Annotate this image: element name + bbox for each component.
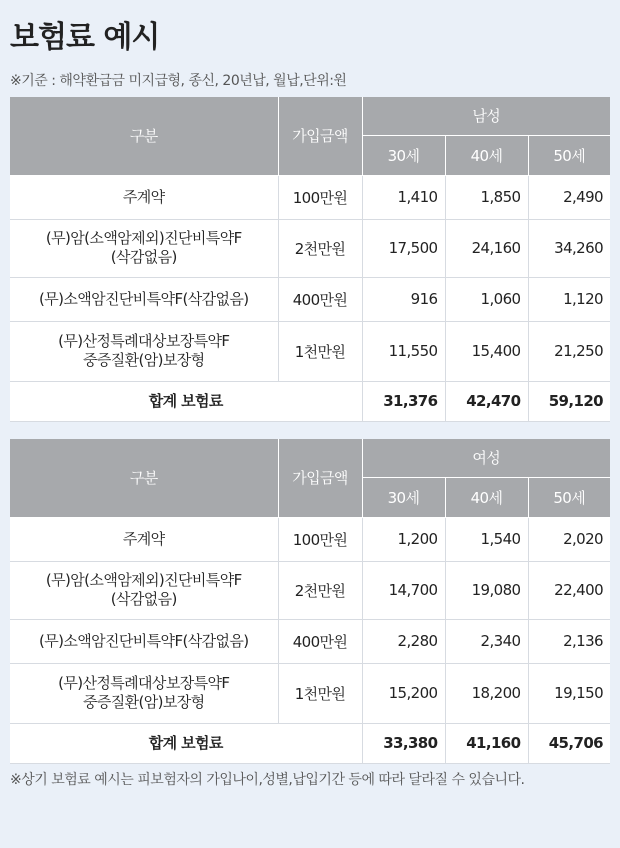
row-amount: 400만원 [278, 619, 362, 663]
row-value-40: 15,400 [445, 321, 528, 381]
header-age-40: 40세 [445, 135, 528, 175]
row-name [10, 277, 278, 321]
row-value-30: 1,200 [362, 517, 445, 561]
table-row [10, 321, 610, 381]
header-age-50: 50세 [528, 135, 610, 175]
table-row [10, 219, 610, 277]
row-name-line1: (무)암(소액암제외)진단비특약F [45, 571, 242, 589]
total-value-50: 45,706 [528, 723, 610, 763]
header-category: 구분 [10, 439, 278, 517]
table-row [10, 175, 610, 219]
row-amount: 1천만원 [278, 663, 362, 723]
row-name [10, 321, 278, 381]
row-amount: 1천만원 [278, 321, 362, 381]
row-value-50: 21,250 [528, 321, 610, 381]
row-amount: 100만원 [278, 175, 362, 219]
total-value-30: 31,376 [362, 381, 445, 421]
disclaimer-note: ※상기 보험료 예시는 피보험자의 가입나이,성별,납입기간 등에 따라 달라질 수 있습니다. [10, 772, 525, 788]
row-name-line1: 주계약 [122, 529, 165, 548]
table-row [10, 619, 610, 663]
row-value-30: 11,550 [362, 321, 445, 381]
row-value-30: 916 [362, 277, 445, 321]
row-value-30: 17,500 [362, 219, 445, 277]
row-name-line1: (무)암(소액암제외)진단비특약F [45, 229, 242, 247]
row-name [10, 175, 278, 219]
row-amount: 400만원 [278, 277, 362, 321]
header-age-50: 50세 [528, 477, 610, 517]
row-name-line1: (무)소액암진단비특약F(삭감없음) [38, 631, 249, 650]
table-row [10, 277, 610, 321]
table-row [10, 561, 610, 619]
total-value-30: 33,380 [362, 723, 445, 763]
row-value-50: 2,020 [528, 517, 610, 561]
total-label: 합계 보험료 [10, 381, 362, 421]
row-name [10, 219, 278, 277]
row-value-30: 2,280 [362, 619, 445, 663]
row-name [10, 561, 278, 619]
row-amount: 2천만원 [278, 561, 362, 619]
row-name-line1: (무)소액암진단비특약F(삭감없음) [38, 289, 249, 308]
premium-table-female [10, 439, 610, 764]
header-age-30: 30세 [362, 477, 445, 517]
row-name [10, 619, 278, 663]
row-value-50: 22,400 [528, 561, 610, 619]
header-amount: 가입금액 [278, 97, 362, 175]
row-value-30: 15,200 [362, 663, 445, 723]
row-value-40: 24,160 [445, 219, 528, 277]
row-amount: 2천만원 [278, 219, 362, 277]
table-row [10, 517, 610, 561]
row-name-line1: 주계약 [122, 187, 165, 206]
row-value-40: 18,200 [445, 663, 528, 723]
header-amount: 가입금액 [278, 439, 362, 517]
row-value-50: 34,260 [528, 219, 610, 277]
row-value-40: 19,080 [445, 561, 528, 619]
header-category: 구분 [10, 97, 278, 175]
total-value-50: 59,120 [528, 381, 610, 421]
total-row [10, 723, 610, 763]
row-value-30: 1,410 [362, 175, 445, 219]
row-name-line2: (삭감없음) [110, 590, 177, 608]
row-value-40: 1,060 [445, 277, 528, 321]
row-name [10, 663, 278, 723]
criteria-note: ※기준 : 해약환급금 미지급형, 종신, 20년납, 월납,단위:원 [10, 73, 347, 89]
row-name-line1: (무)산정특례대상보장특약F [58, 674, 230, 692]
row-value-30: 14,700 [362, 561, 445, 619]
row-name-line1: (무)산정특례대상보장특약F [58, 332, 230, 350]
total-row [10, 381, 610, 421]
row-name [10, 517, 278, 561]
header-gender: 남성 [362, 97, 610, 135]
row-value-50: 1,120 [528, 277, 610, 321]
header-gender: 여성 [362, 439, 610, 477]
row-value-50: 2,136 [528, 619, 610, 663]
row-amount: 100만원 [278, 517, 362, 561]
page-title: 보험료 예시 [10, 20, 160, 55]
row-value-50: 2,490 [528, 175, 610, 219]
total-label: 합계 보험료 [10, 723, 362, 763]
row-value-40: 2,340 [445, 619, 528, 663]
row-value-40: 1,850 [445, 175, 528, 219]
header-age-40: 40세 [445, 477, 528, 517]
row-value-40: 1,540 [445, 517, 528, 561]
premium-table-male [10, 97, 610, 422]
row-value-50: 19,150 [528, 663, 610, 723]
total-value-40: 41,160 [445, 723, 528, 763]
table-row [10, 663, 610, 723]
row-name-line2: 중증질환(암)보장형 [82, 351, 205, 369]
row-name-line2: 중증질환(암)보장형 [82, 693, 205, 711]
row-name-line2: (삭감없음) [110, 248, 177, 266]
total-value-40: 42,470 [445, 381, 528, 421]
header-age-30: 30세 [362, 135, 445, 175]
